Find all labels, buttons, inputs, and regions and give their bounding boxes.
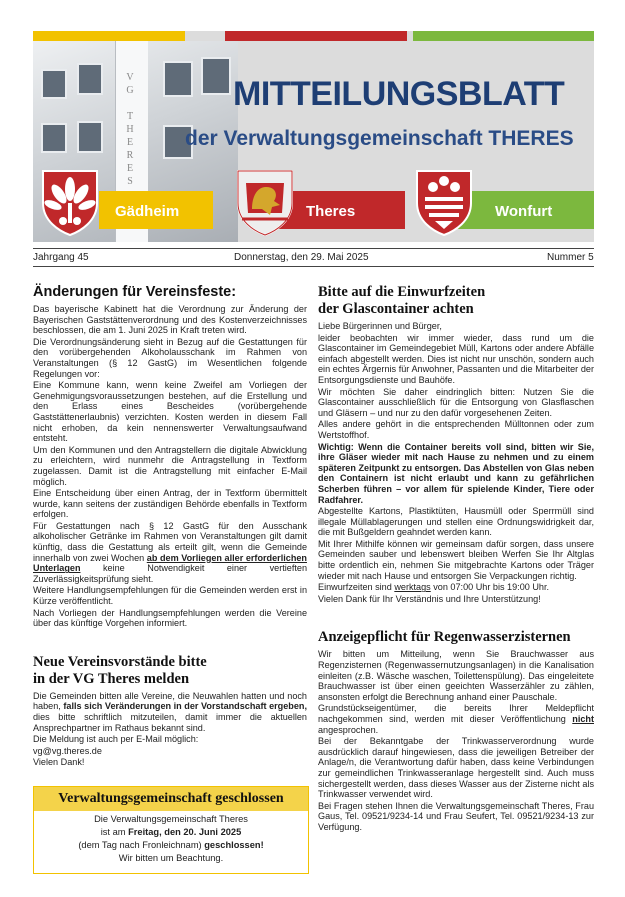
article-vereinsfeste-title: Änderungen für Vereinsfeste: (33, 284, 237, 300)
closed-line: ist am Freitag, den 20. Juni 2025 (100, 827, 242, 837)
closed-line: (dem Tag nach Fronleichnam) geschlossen! (78, 840, 264, 850)
header-banner (33, 31, 594, 242)
paragraph: Das bayerische Kabinett hat die Verordnung zur Änderung der Bayerischen Gaststättenverordnung und des Kostenverzeichnisses beschlossen, die am 1. Juni 2025 in Kraft treten wird. (33, 304, 307, 336)
top-bar-yellow (33, 31, 185, 41)
meta-rule-bottom (33, 266, 594, 267)
paragraph: Bei der Bekanntgabe der Trinkwasserverordnung wurde ausdrücklich darauf hingewiesen, dass die jeweiligen Betreiber der Anlage/n, die Verantwortung dafür haben, dass keine Verbindungen zur gemeindlichen Trinkwasseranlage hergestellt sind. Auch muss sichergestellt werden, dass dieses Wasser aus der Zisterne nicht als Trinkwasser verwendet wird. (318, 736, 594, 800)
paragraph: Für Gestattungen nach § 12 GastG für den Ausschank alkoholischer Getränke im Rahmen von Veranstaltungen gilt damit künftig, dass die Gestattung als erteilt gilt, wenn die Gemeinde innerhalb von zwei Wochen ab dem Vorliegen aller erforderlichen Unterlagen keine Notwendigkeit einer vertieften Zuverlässigkeitsprüfung sieht. (33, 520, 307, 584)
meta-rule-top (33, 248, 594, 249)
newsletter-title: MITTEILUNGSBLATT (233, 75, 565, 113)
article-glascontainer-title: Bitte auf die Einwurfzeiten der Glascontainer achten (318, 284, 486, 317)
paragraph: Alles andere gehört in die entsprechenden Mülltonnen oder zum Wertstoffhof. (318, 419, 594, 440)
building-sign: V G T H E R E S (126, 72, 134, 187)
paragraph: Vielen Dank für Ihr Verständnis und Ihre Unterstützung! (318, 593, 541, 604)
closed-line: Die Verwaltungsgemeinschaft Theres (94, 814, 248, 824)
top-bar-green (413, 31, 594, 41)
issue-date: Donnerstag, den 29. Mai 2025 (234, 252, 369, 263)
theres-crest-icon (236, 169, 294, 237)
paragraph: Nach Vorliegen der Handlungsempfehlungen werden die Vereine über das künftige Vorgehen informiert. (33, 607, 307, 629)
paragraph: Weitere Handlungsempfehlungen für die Gemeinden werden erst in Kürze veröffentlicht. (33, 585, 307, 607)
paragraph: Grundstückseigentümer, die bereits Ihrer Meldepflicht nachgekommen sind, werden mit dieser Veröffentlichung nicht angesprochen. (318, 703, 594, 735)
paragraph: Die Verordnungsänderung sieht in Bezug auf die Gestattungen für den vorübergehenden Alkoholausschank im Rahmen von Veranstaltungen (§ 12 GastG) im Wesentlichen folgende Regelungen vor: (33, 336, 307, 379)
right-column (318, 284, 594, 834)
paragraph: Wir bitten um Mitteilung, wenn Sie Brauchwasser aus Regenzisternen (Regenwassernutzungsanlagen) in die Kanalisation einleiten (z.B. Wäsche waschen, Toilettenspülung). Das eingeleitete Brauchwasser ist über einen geeichten Wasserzähler zu zählen, ansonsten erfolgt die Berechnung anhand einer Pauschale. (318, 649, 594, 702)
paragraph: Um den Kommunen und den Antragstellern die digitale Abwicklung zu erleichtern, wird nunmehr die Antragstellung in Textform zugelassen. Damit ist die Antragstellung mit einfacher E-Mail möglich. (33, 444, 307, 487)
closed-line: Wir bitten um Beachtung. (118, 853, 224, 863)
paragraph: Eine Entscheidung über einen Antrag, der in Textform übermittelt wurde, kann seitens der zuständigen Behörde ebenfalls in Textform erfolgen. (33, 488, 307, 520)
paragraph: Die Meldung ist auch per E-Mail möglich: (33, 734, 199, 745)
paragraph-important: Wichtig: Wenn die Container bereits voll sind, bitten wir Sie, ihre Gläser wieder mit nach Hause zu nehmen und zu einem späteren Zeitpunkt zu entsorgen. Das Abstellen von Glas neben den Containern ist nicht erlaubt und kann zu gefährlichen Scherben führen – vor allem für spielende Kinder, Tiere oder Radfahrer. (318, 441, 594, 505)
paragraph: Eine Kommune kann, wenn keine Zweifel am Vorliegen der Genehmigungsvoraussetzungen bestehen, auf die Erstellung und den Erlass eines Bescheides (vorübergehende Gaststättenerlaubnis) verzichten. Kosten werden in diesem Fall nicht erhoben, da kein nennenswerter Verwaltungsaufwand entsteht. (33, 380, 307, 444)
article-zisternen-title: Anzeigepflicht für Regenwasserzisternen (318, 629, 571, 646)
paragraph: Abgestellte Kartons, Plastiktüten, Hausmüll oder Sperrmüll sind illegale Müllablagerungen und stellen eine Ordnungswidrigkeit dar, die mit Bußgeldern geahndet werden kann. (318, 506, 594, 538)
email-link[interactable]: vg@vg.theres.de (33, 745, 102, 756)
issue-year: Jahrgang 45 (33, 252, 89, 263)
town-gaedheim: Gädheim (115, 203, 180, 220)
issue-number: Nummer 5 (547, 252, 594, 263)
paragraph: Die Gemeinden bitten alle Vereine, die Neuwahlen hatten und noch haben, falls sich Veränderungen in der Vorstandschaft ergeben, dies bitte schriftlich mitzuteilen, damit immer die aktuellen Ansprechpartner im Rathaus bekannt sind. (33, 690, 307, 733)
closed-notice-title: Verwaltungsgemeinschaft geschlossen (34, 787, 308, 811)
town-theres: Theres (306, 203, 356, 220)
paragraph: leider beobachten wir immer wieder, dass rund um die Glascontainer im Gemeindegebiet Müll, Kartons oder andere Abfälle einfach abgestellt werden. Dies ist nicht nur unschön, sondern auch ein echtes Ärgernis für Anwohner, Passanten und die Mitarbeiter der Entsorgungsdienste und Bauhöfe. (318, 332, 594, 385)
left-column (33, 284, 307, 769)
top-bar-red (225, 31, 407, 41)
wonfurt-crest-icon (415, 169, 473, 237)
paragraph: Wir möchten Sie daher eindringlich bitten: Nutzen Sie die Glascontainer ausschließlich für die Entsorgung von Glasflaschen und Gläsern – und nur zu den dafür vorgesehenen Zeiten. (318, 386, 594, 418)
paragraph: Bei Fragen stehen Ihnen die Verwaltungsgemeinschaft Theres, Frau Gaus, Tel. 09521/9234-14 und Frau Seufert, Tel. 09521/9234-13 zur Verfügung. (318, 800, 594, 832)
town-wonfurt: Wonfurt (495, 203, 553, 220)
gaedheim-crest-icon (41, 169, 99, 237)
paragraph: Mit Ihrer Mithilfe können wir gemeinsam dafür sorgen, dass unsere Gemeinden sauber und lebenswert bleiben Werfen Sie Ihr Altglas bitte ordentlich ein, nehmen Sie mitgebrachte Kartons oder Träger wieder mit nach Hause und entsorgen Sie Verpackungen richtig. (318, 538, 594, 581)
closed-notice-box (33, 786, 309, 874)
newsletter-subtitle: der Verwaltungsgemeinschaft THERES (185, 127, 574, 150)
paragraph: Vielen Dank! (33, 757, 85, 768)
paragraph: Liebe Bürgerinnen und Bürger, (318, 321, 442, 331)
article-vorstaende-title: Neue Vereinsvorstände bitte in der VG Theres melden (33, 653, 207, 687)
paragraph: Einwurfzeiten sind werktags von 07:00 Uhr bis 19:00 Uhr. (318, 582, 550, 593)
